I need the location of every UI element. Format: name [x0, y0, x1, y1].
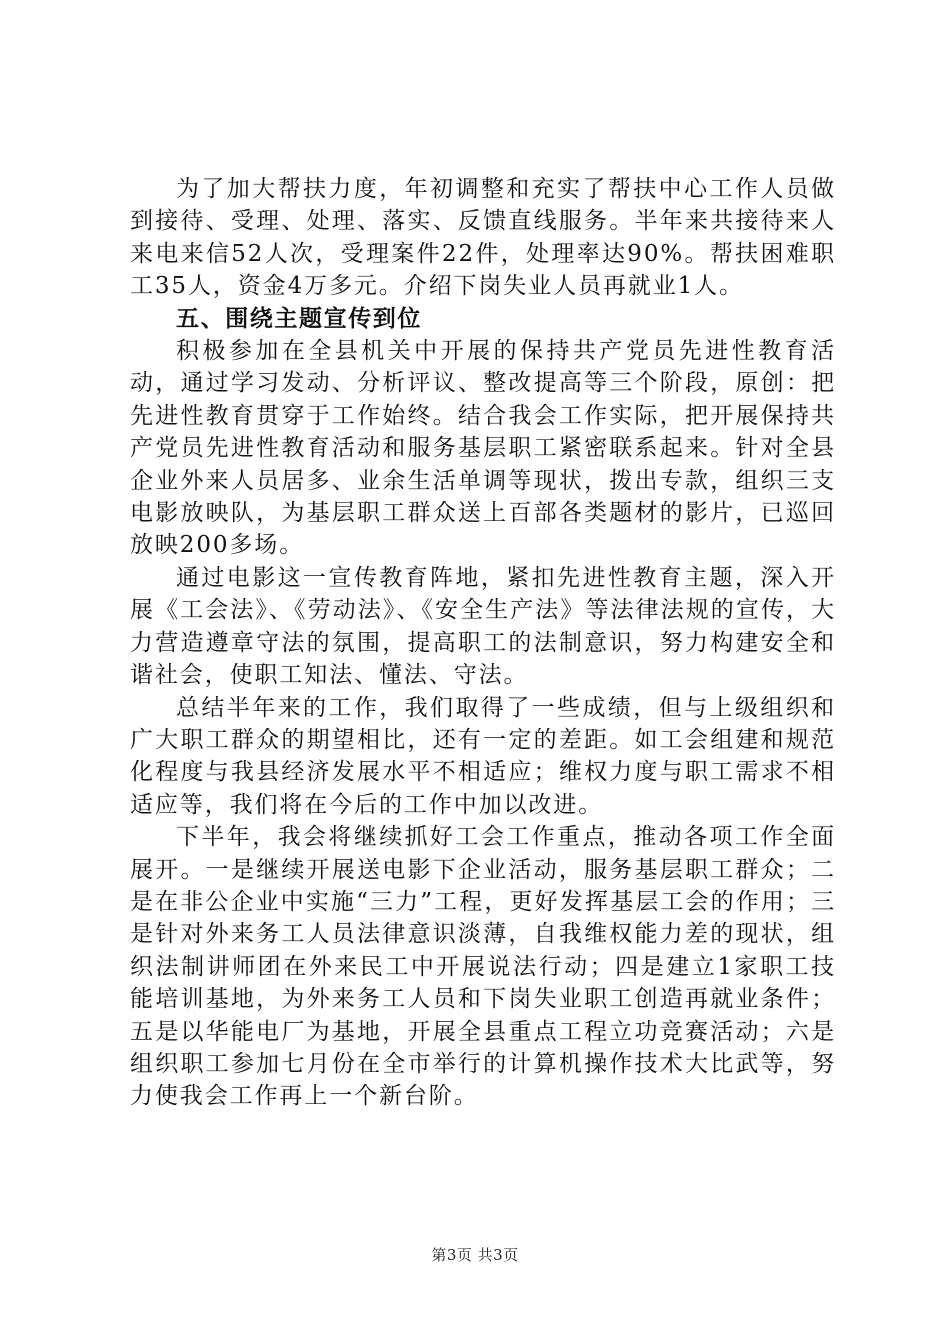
- paragraph-summary: 总结半年来的工作，我们取得了一些成绩，但与上级组织和广大职工群众的期望相比，还有一定的差距。如工会组建和规范化程度与我县经济发展水平不相适应；维权力度与职工需求不相适应等，我们将在今后的工作中加以改进。: [130, 694, 836, 818]
- page-number-footer: 第3页 共3页: [431, 1246, 519, 1264]
- paragraph-law-publicity: 通过电影这一宣传教育阵地，紧扣先进性教育主题，深入开展《工会法》、《劳动法》、《安全生产法》等法律法规的宣传，大力营造遵章守法的氛围，提高职工的法制意识，努力构建安全和谐社会，使职工知法、懂法、守法。: [130, 564, 836, 689]
- section-heading-five: 五、围绕主题宣传到位: [176, 305, 422, 332]
- paragraph-second-half-plan: 下半年，我会将继续抓好工会工作重点，推动各项工作全面展开。一是继续开展送电影下企业活动，服务基层职工群众；二是在非公企业中实施“三力”工程，更好发挥基层工会的作用；三是针对外来务工人员法律意识淡薄，自我维权能力差的现状，组织法制讲师团在外来民工中开展说法行动；四是建立1家职工技能培训基地，为外来务工人员和下岗失业职工创造再就业条件；五是以华能电厂为基地，开展全县重点工程立功竞赛活动；六是组织职工参加七月份在全市举行的计算机操作技术大比武等，努力使我会工作再上一个新台阶。: [130, 824, 836, 1110]
- paragraph-assistance: 为了加大帮扶力度，年初调整和充实了帮扶中心工作人员做到接待、受理、处理、落实、反馈直线服务。半年来共接待来人来电来信52人次，受理案件22件，处理率达90%。帮扶困难职工35人，资金4万多元。介绍下岗失业人员再就业1人。: [130, 176, 836, 300]
- paragraph-education-activity: 积极参加在全县机关中开展的保持共产党员先进性教育活动，通过学习发动、分析评议、整改提高等三个阶段，原创：把先进性教育贯穿于工作始终。结合我会工作实际，把开展保持共产党员先进性教育活动和服务基层职工紧密联系起来。针对全县企业外来人员居多、业余生活单调等现状，拨出专款，组织三支电影放映队，为基层职工群众送上百部各类题材的影片，已巡回放映200多场。: [130, 338, 836, 559]
- document-body: [130, 173, 836, 1113]
